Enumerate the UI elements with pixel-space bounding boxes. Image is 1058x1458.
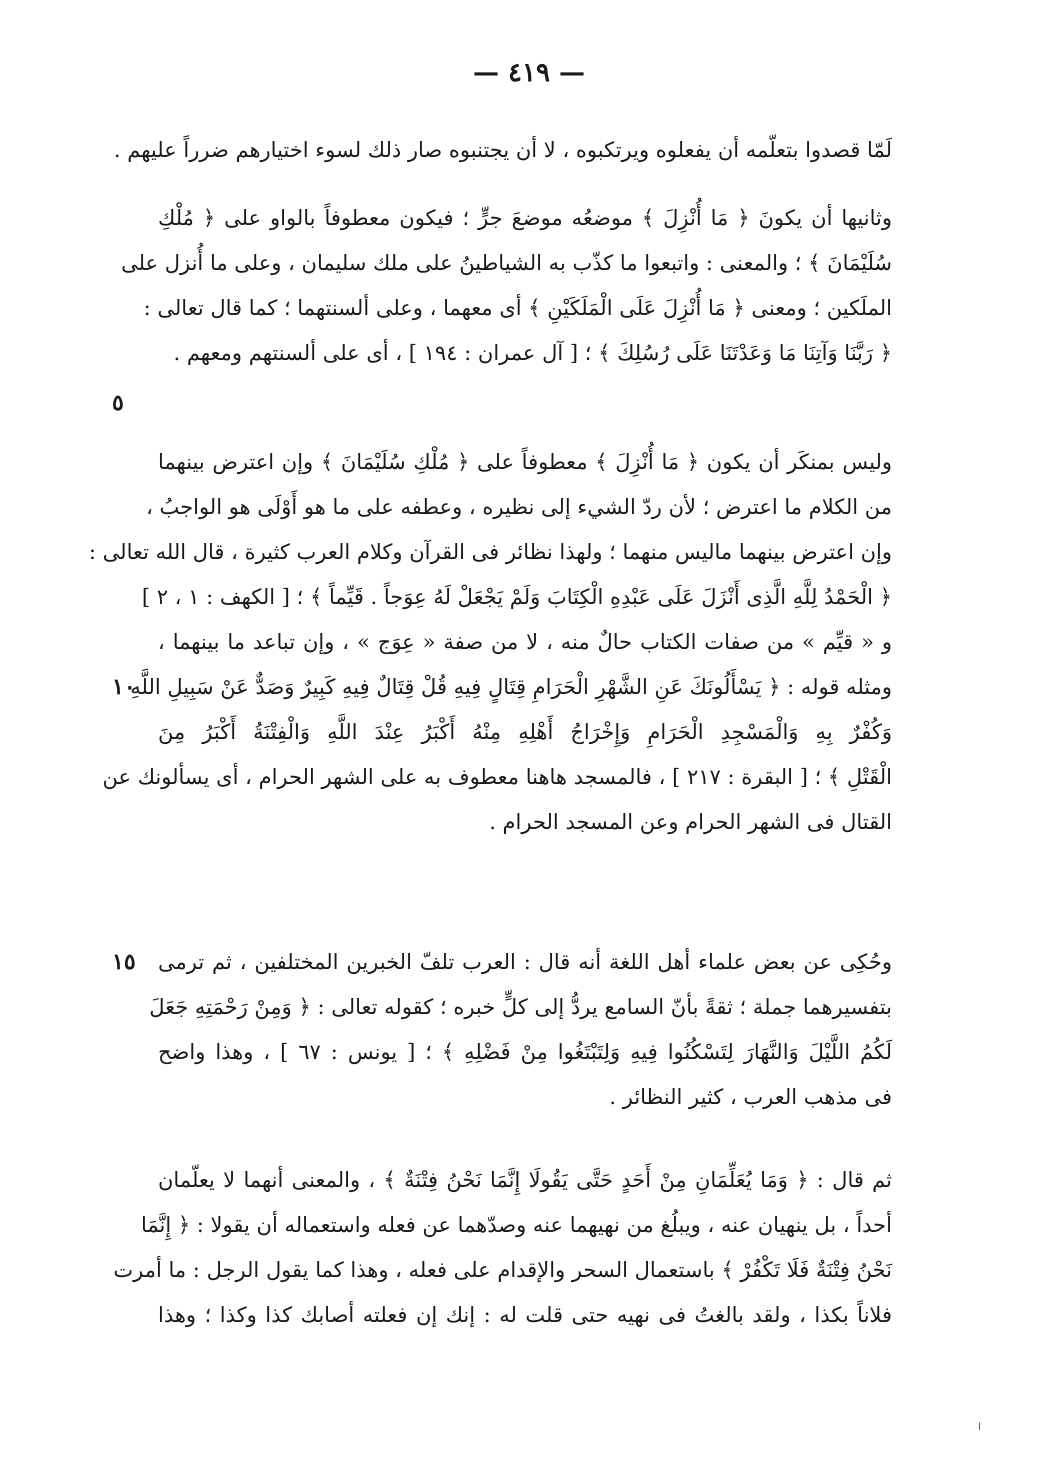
paragraph-5 <box>113 1158 892 1338</box>
paragraph-1 <box>113 128 892 173</box>
text-line: وحُكِى عن بعض علماء أهل اللغة أنه قال : العرب تلفّ الخبرين المختلفين ، ثم ترمى <box>158 950 892 974</box>
text-line: فى مذهب العرب ، كثير النظائر . <box>609 1085 892 1109</box>
paragraph-2 <box>121 196 892 376</box>
text-line: وَكُفْرٌ بِهِ وَالْمَسْجِدِ الْحَرَامِ وَإِخْرَاجُ أَهْلِهِ مِنْهُ أَكْبَرُ عِنْدَ اللَّهِ وَالْفِتْنَةُ أَكْبَرُ مِنَ <box>158 720 892 744</box>
text-line: ثم قال : ﴿ وَمَا يُعَلِّمَانِ مِنْ أَحَدٍ حَتَّى يَقُولَا إِنَّمَا نَحْنُ فِتْنَةٌ ﴾ ، والمعنى أنهما لا يعلّمان <box>158 1168 892 1192</box>
text-line: القتال فى الشهر الحرام وعن المسجد الحرام . <box>489 810 892 834</box>
text-line: لَكُمُ اللَّيْلَ وَالنَّهَارَ لِتَسْكُنُوا فِيهِ وَلِتَبْتَغُوا مِنْ فَضْلِهِ ﴾ ؛ [ يونس : ٦٧ ] ، وهذا واضح <box>158 1040 893 1064</box>
text-line: أحداً ، بل ينهيان عنه ، ويبلُغ من نهيهما عنه وصدّهما عن فعله واستعماله أن يقولا : ﴿ إِنَّمَا <box>140 1213 892 1237</box>
text-line: نَحْنُ فِتْنَةٌ فَلَا تَكْفُرْ ﴾ باستعمال السحر والإقدام على فعله ، وهذا كما يقول الرجل : ما أمرت <box>113 1258 892 1282</box>
text-line: ﴿ الْحَمْدُ لِلَّهِ الَّذِى أَنْزَلَ عَلَى عَبْدِهِ الْكِتَابَ وَلَمْ يَجْعَلْ لَهُ عِوَجاً . قَيِّماً ﴾ ؛ [ الكهف : ١ ، ٢ ] <box>141 585 892 609</box>
text-line: الْقَتْلِ ﴾ ؛ [ البقرة : ٢١٧ ] ، فالمسجد هاهنا معطوف به على الشهر الحرام ، أى يسألونك عن <box>102 765 892 789</box>
text-line: وإن اعترض بينهما ماليس منهما ؛ ولهذا نظائر فى القرآن وكلام العرب كثيرة ، قال الله تعالى : <box>88 540 892 564</box>
paragraph-4 <box>149 940 893 1120</box>
text-line: فلاناً بكذا ، ولقد بالغتُ فى نهيه حتى قلت له : إنك إن فعلته أصابك كذا وكذا ؛ وهذا <box>158 1303 892 1327</box>
text-line: سُلَيْمَانَ ﴾ ؛ والمعنى : واتبعوا ما كذّب به الشياطينُ على ملك سليمان ، وعلى ما أُنزل على <box>121 251 892 275</box>
text-line: لَمّا قصدوا بتعلّمه أن يفعلوه ويرتكبوه ، لا أن يجتنبوه صار ذلك لسوء اختيارهم ضرراً عليهم . <box>113 138 892 162</box>
text-line: وثانيها أن يكونَ ﴿ مَا أُنْزِلَ ﴾ موضعُه موضعَ جرٍّ ؛ فيكون معطوفاً بالواو على ﴿ مُلْكِ <box>158 206 892 230</box>
line-number-5: ٥ <box>112 390 124 416</box>
page-number: — ٤١٩ — <box>472 58 586 88</box>
text-line: وليس بمنكَر أن يكون ﴿ مَا أُنْزِلَ ﴾ معطوفاً على ﴿ مُلْكِ سُلَيْمَانَ ﴾ وإن اعترض بينهما <box>158 450 892 474</box>
text-line: من الكلام ما اعترض ؛ لأن ردّ الشيء إلى نظيره ، وعطفه على ما هو أَوْلَى هو الواجبُ ، <box>146 495 892 519</box>
line-number-10: ١٠ <box>112 674 136 700</box>
text-line: و « قيِّم » من صفات الكتاب حالٌ منه ، لا من صفة « عِوَج » ، وإن تباعد ما بينهما ، <box>158 630 892 654</box>
line-number-15: ١٥ <box>112 949 136 975</box>
text-line: ﴿ رَبَّنَا وَآتِنَا مَا وَعَدْتَنَا عَلَى رُسُلِكَ ﴾ ؛ [ آل عمران : ١٩٤ ] ، أى على ألسنتهم ومعهم . <box>173 341 892 365</box>
text-line: الملَكين ؛ ومعنى ﴿ مَا أُنْزِلَ عَلَى الْمَلَكَيْنِ ﴾ أى معهما ، وعلى ألسنتهما ؛ كما قال تعالى : <box>143 296 892 320</box>
corner-mark: ا <box>978 1422 981 1433</box>
text-line: ومثله قوله : ﴿ يَسْأَلُونَكَ عَنِ الشَّهْرِ الْحَرَامِ قِتَالٍ فِيهِ قُلْ قِتَالٌ فِيهِ كَبِيرٌ وَصَدٌّ عَنْ سَبِيلِ اللَّهِ <box>130 675 892 699</box>
text-line: بتفسيرهما جملة ؛ ثقةً بأنّ السامع يردُّ إلى كلٍّ خبره ؛ كقوله تعالى : ﴿ وَمِنْ رَحْمَتِهِ جَعَلَ <box>149 995 892 1019</box>
